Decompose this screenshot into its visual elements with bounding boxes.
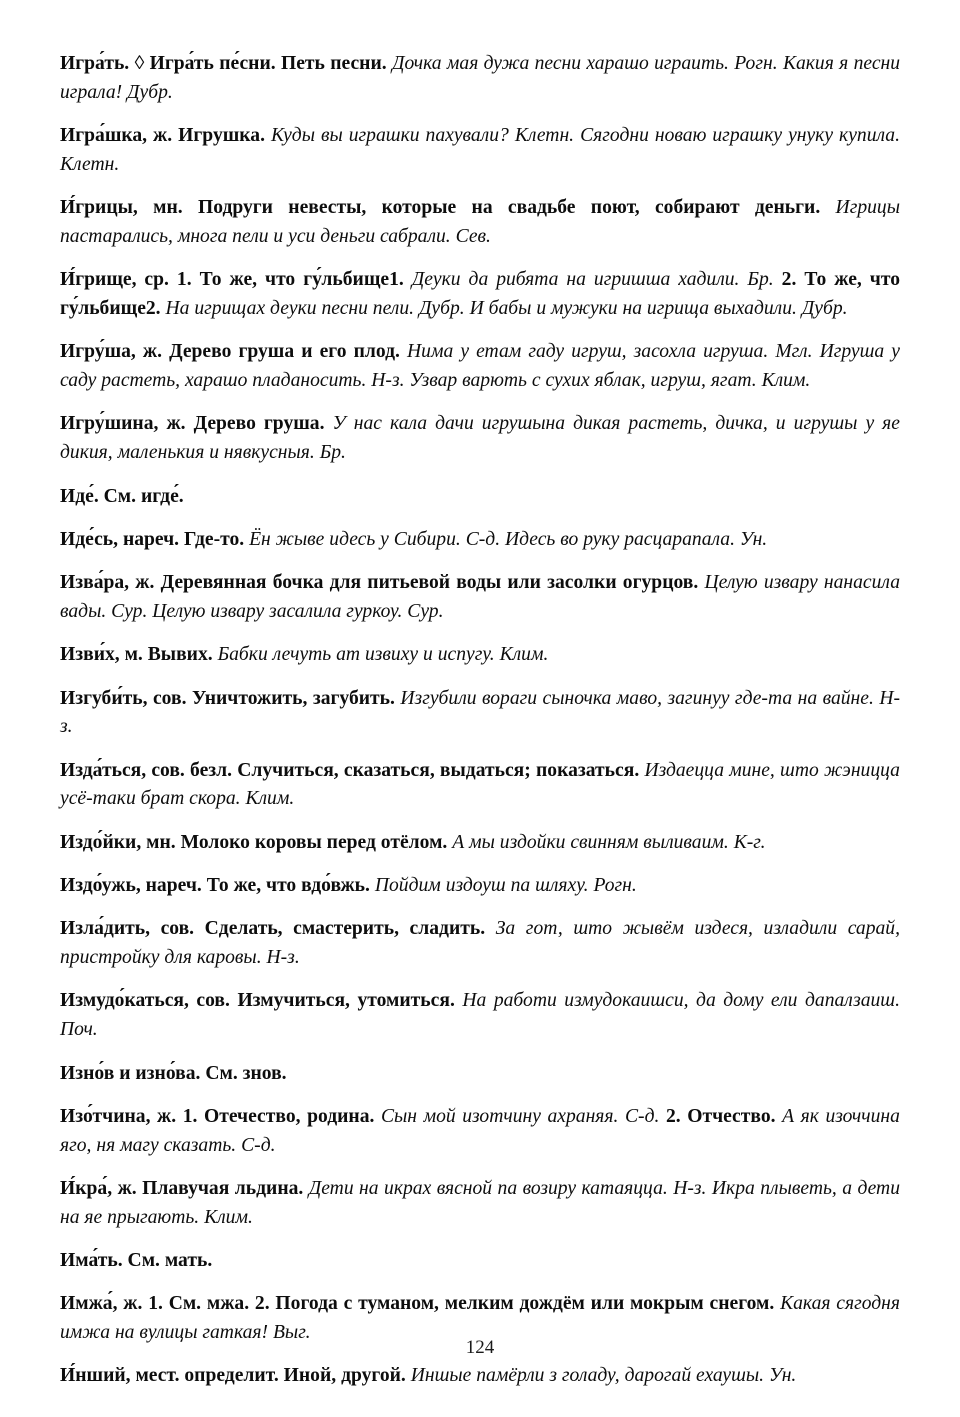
entry-src: Рогн. — [734, 53, 778, 74]
entry-hw: И́грище, ср. — [60, 269, 169, 291]
entry-ex: За гот, што жывём издеся, изладили сарай, пристройку для каровы. — [60, 918, 900, 969]
entry-src: Клим. — [499, 644, 549, 666]
entry-def: Деревянная бочка для питьевой воды или засолки огурцов. — [160, 572, 699, 594]
entry-src: Дубр. — [127, 81, 173, 103]
entry-ex: А мы издойки свинням выливаим. — [452, 831, 729, 853]
dictionary-entry — [60, 1060, 900, 1089]
entry-ex: Сягодни новаю играшку унуку купила. — [580, 125, 900, 147]
entry-lozenge: ◊ — [134, 53, 145, 74]
entry-hw: Изгуби́ть, сов. — [60, 687, 187, 709]
entry-ex: Целую извару нанасила вады. — [60, 572, 900, 622]
entry-def: Измучиться, утомиться. — [237, 990, 455, 1012]
entry-src: С-д. — [241, 1134, 276, 1156]
entry-ex: На игрищах деуки песни пели. — [165, 298, 415, 320]
entry-list — [60, 50, 900, 1391]
dictionary-entry — [60, 987, 900, 1045]
entry-hw: Измудо́каться, сов. — [60, 990, 230, 1012]
entry-ex: Идесь во руку расцарапала. — [505, 528, 735, 550]
entry-def: Игрушка. — [178, 125, 265, 147]
entry-num: 2. — [254, 1293, 270, 1315]
entry-def: Отчество. — [687, 1105, 776, 1127]
entry-hw: Имжа́, ж. — [60, 1293, 143, 1315]
entry-src: Сур. — [407, 600, 444, 622]
entry-src: К-г. — [733, 831, 766, 853]
entry-src: Клим. — [761, 370, 811, 392]
entry-ex: А як изоччина яго, ня магу сказать. — [60, 1105, 900, 1156]
entry-hw: Иде́сь, нареч. — [60, 528, 180, 550]
entry-hw: И́кра́, ж. — [60, 1177, 137, 1199]
entry-num: 1. — [182, 1105, 198, 1127]
entry-hw: Изви́х, м. — [60, 644, 143, 666]
dictionary-entry — [60, 829, 900, 858]
entry-def: То же, что гу́льбище2. — [60, 269, 900, 320]
dictionary-entry — [60, 410, 900, 468]
entry-ex: И бабы и мужуки на игрища выхадили. — [469, 298, 797, 320]
entry-ex: Пойдим издоуш па шляху. — [374, 875, 589, 897]
dictionary-entry — [60, 641, 900, 670]
entry-def: То же, что гу́льбище1. — [199, 269, 404, 291]
entry-ex: Дочка мая дужа песни харашо играить. — [391, 53, 729, 74]
entry-def: Вывих. — [147, 644, 213, 666]
dictionary-entry — [60, 872, 900, 901]
entry-ex: У нас кала дачи игрушына дикая растеть, дичка, и игрушы у яе дикия, маленькия и нявкусныя. — [60, 413, 900, 464]
entry-def: Уничтожить, загубить. — [191, 687, 395, 709]
entry-src: Сев. — [455, 225, 491, 247]
entry-hw: Изно́в и изно́ва. — [60, 1062, 201, 1084]
entry-ex: Узвар варють с сухих яблак, игруш, ягат. — [409, 370, 757, 392]
dictionary-entry — [60, 266, 900, 324]
entry-src: Клетн. — [60, 153, 120, 175]
entry-ex: Дети на икрах вясной па возиру катаяцца. — [308, 1177, 668, 1199]
entry-num: 1. — [176, 269, 192, 291]
entry-src: Дубр. — [801, 298, 848, 320]
dictionary-entry — [60, 569, 900, 627]
entry-hw: Изва́ра, ж. — [60, 572, 155, 594]
entry-hw: Игру́ша, ж. — [60, 341, 163, 363]
dictionary-entry — [60, 50, 900, 108]
entry-def: Молоко коровы перед отёлом. — [180, 831, 448, 853]
entry-src: Выг. — [272, 1322, 311, 1344]
dictionary-entry — [60, 194, 900, 252]
dictionary-entry — [60, 338, 900, 396]
entry-src: Н-з. — [60, 687, 901, 738]
entry-ex: Целую извару засалила гуркоу. — [152, 600, 403, 622]
entry-src: Клим. — [245, 788, 295, 810]
entry-hw: Игра́ть пе́сни. — [149, 53, 276, 74]
entry-ex: Какая сягодня имжа на вулицы гаткая! — [60, 1293, 900, 1344]
entry-def: Случиться, сказаться, выдаться; показаться. — [237, 759, 640, 781]
entry-ref: См. мать. — [127, 1250, 213, 1271]
entry-hw: И́грицы, мн. — [60, 197, 183, 219]
dictionary-entry — [60, 685, 900, 743]
entry-hw: Има́ть. — [60, 1250, 123, 1271]
entry-def: То же, что вдо́вжь. — [206, 875, 370, 897]
entry-hw: Иде́. — [60, 485, 99, 507]
entry-ref: См. мжа. — [168, 1293, 250, 1315]
entry-ref: См. знов. — [205, 1062, 287, 1084]
entry-ex: На работи измудокаишси, да дому ели дапалзаиш. — [462, 990, 900, 1012]
entry-ex: Деуки да рибята на игришша хадили. — [411, 269, 740, 291]
entry-hw: Издо́йки, мн. — [60, 831, 176, 853]
entry-src: Бр. — [319, 442, 346, 464]
entry-src: Н-з. — [266, 947, 300, 969]
entry-def: Дерево груша. — [193, 413, 325, 435]
dictionary-entry — [60, 915, 900, 973]
entry-def: Сделать, смастерить, сладить. — [204, 918, 486, 940]
entry-hw: Игру́шина, ж. — [60, 413, 186, 435]
entry-hw: И́нший, мест. определит. — [60, 1365, 279, 1387]
entry-ex: Нима у етам гаду игруш, засохла игруша. — [407, 341, 769, 363]
dictionary-entry — [60, 1175, 900, 1233]
dictionary-entry — [60, 1103, 900, 1161]
entry-src: Бр. — [747, 269, 774, 291]
entry-def: Петь песни. — [280, 53, 387, 74]
entry-def: Где-то. — [184, 528, 245, 550]
entry-def: Подруги невесты, которые на свадьбе поют, собирают деньги. — [197, 197, 821, 219]
entry-num: 2. — [781, 269, 797, 291]
entry-src: Поч. — [60, 1019, 98, 1041]
entry-ex: Игруша у саду растеть, харашо пладаносить. — [60, 341, 900, 392]
entry-src: Ун. — [739, 528, 768, 550]
entry-ex: Ён жыве идесь у Сибири. — [249, 528, 461, 550]
entry-src: С-д. — [465, 528, 501, 550]
entry-hw: Игра́шка, ж. — [60, 125, 173, 147]
entry-src: Дубр. — [418, 298, 465, 320]
entry-src: Н-з. — [673, 1177, 707, 1199]
entry-def: Дерево груша и его плод. — [169, 341, 400, 363]
entry-ex: Бабки лечуть ат извиху и испугу. — [217, 644, 495, 666]
entry-hw: Изла́дить, сов. — [60, 918, 195, 940]
entry-ex: Сын мой изотчину ахраняя. — [380, 1105, 619, 1127]
entry-ex: Иншые памёрли з голаду, дарогай ехаушы. — [410, 1365, 765, 1387]
entry-src: С-д. — [624, 1105, 660, 1127]
dictionary-entry — [60, 1247, 900, 1276]
entry-hw: Издо́ужь, нареч. — [60, 875, 202, 897]
dictionary-entry — [60, 483, 900, 512]
dictionary-entry — [60, 122, 900, 180]
entry-src: Клетн. — [514, 125, 575, 147]
entry-def: Иной, другой. — [283, 1365, 406, 1387]
entry-ex: Куды вы играшки пахували? — [270, 125, 509, 147]
entry-ref: См. игде́. — [103, 485, 184, 507]
entry-ex: Игрицы пастарались, многа пели и уси деньги сабрали. — [60, 197, 901, 247]
entry-ex: Изгубили вораги сыночка маво, загинуу где-та на вайне. — [400, 687, 874, 709]
dictionary-entry — [60, 1362, 900, 1391]
entry-src: Сур. — [111, 600, 148, 622]
entry-num: 2. — [665, 1105, 681, 1127]
dictionary-entry — [60, 757, 900, 815]
entry-def: Погода с туманом, мелким дождём или мокрым снегом. — [275, 1293, 775, 1315]
entry-def: Отечество, родина. — [203, 1105, 375, 1127]
entry-ex: Какия я песни играла! — [60, 53, 901, 103]
entry-hw: Изо́тчина, ж. — [60, 1105, 177, 1127]
entry-src: Мгл. — [775, 341, 813, 363]
entry-def: Плавучая льдина. — [142, 1177, 304, 1199]
entry-hw: Игра́ть. — [60, 53, 130, 74]
dictionary-entry — [60, 526, 900, 555]
entry-src: Рогн. — [593, 875, 637, 897]
entry-src: Ун. — [769, 1365, 797, 1387]
entry-hw: Изда́ться, сов. безл. — [60, 759, 233, 781]
page-number: 124 — [465, 1337, 495, 1358]
entry-ex: Икра плыветь, а дети на яе прыгають. — [60, 1177, 901, 1228]
entry-num: 1. — [148, 1293, 163, 1315]
entry-src: Клим. — [204, 1206, 253, 1228]
entry-ex: Издаецца мине, што жэницца усё-таки брат скора. — [60, 759, 900, 810]
entry-src: Н-з. — [371, 370, 405, 392]
